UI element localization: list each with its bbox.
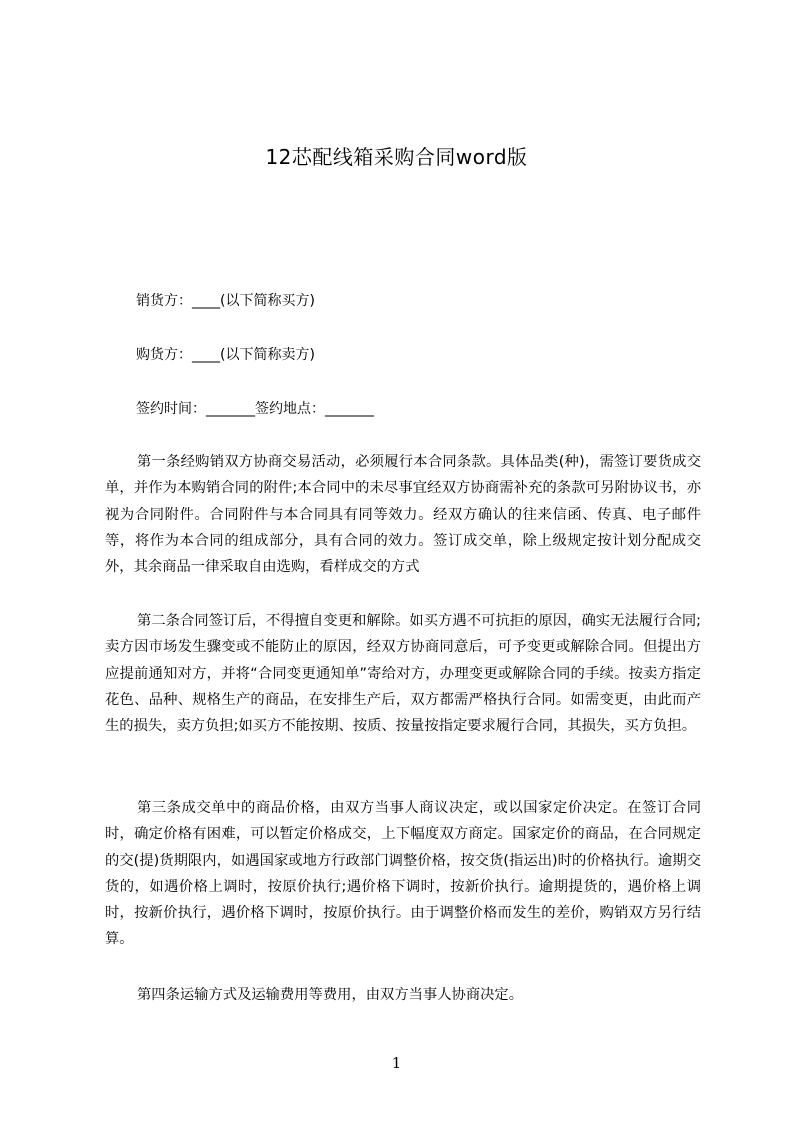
buyer-line: 购货方：____(以下简称卖方): [136, 347, 315, 363]
document-title: 12芯配线箱采购合同word版: [265, 145, 528, 169]
signing-time-place-line: 签约时间：_______签约地点：_______: [136, 401, 374, 417]
page-number: 1: [391, 1054, 402, 1072]
clause-3-paragraph: 第三条成交单中的商品价格，由双方当事人商议决定，或以国家定价决定。在签订合同时，确定价格有困难，可以暂定价格成交，上下幅度双方商定。国家定价的商品，在合同规定的交(提)货期限内，如遇国家或地方行政部门调整价格，按交货(指运出)时的价格执行。逾期交货的，如遇价格上调时，按原价执行;遇价格下调时，按新价执行。逾期提货的，遇价格上调时，按新价执行，遇价格下调时，按原价执行。由于调整价格而发生的差价，购销双方另行结算。: [105, 800, 701, 948]
clause-1-paragraph: 第一条经购销双方协商交易活动，必须履行本合同条款。具体品类(种)，需签订要货成交单，并作为本购销合同的附件;本合同中的未尽事宜经双方协商需补充的条款可另附协议书，亦视为合同附件。合同附件与本合同具有同等效力。经双方确认的往来信函、传真、电子邮件等，将作为本合同的组成部分，具有合同的效力。签订成交单，除上级规定按计划分配成交外，其余商品一律采取自由选购，看样成交的方式: [105, 454, 701, 576]
clause-2-paragraph: 第二条合同签订后，不得擅自变更和解除。如买方遇不可抗拒的原因，确实无法履行合同;卖方因市场发生骤变或不能防止的原因，经双方协商同意后，可予变更或解除合同。但提出方应提前通知对方，并将“合同变更通知单”寄给对方，办理变更或解除合同的手续。按卖方指定花色、品种、规格生产的商品，在安排生产后，双方都需严格执行合同。如需变更，由此而产生的损失，卖方负担;如买方不能按期、按质、按量按指定要求履行合同，其损失，买方负担。: [105, 613, 701, 735]
seller-line: 销货方：____(以下简称买方): [136, 293, 315, 309]
clause-4-paragraph: 第四条运输方式及运输费用等费用，由双方当事人协商决定。: [137, 987, 524, 1003]
